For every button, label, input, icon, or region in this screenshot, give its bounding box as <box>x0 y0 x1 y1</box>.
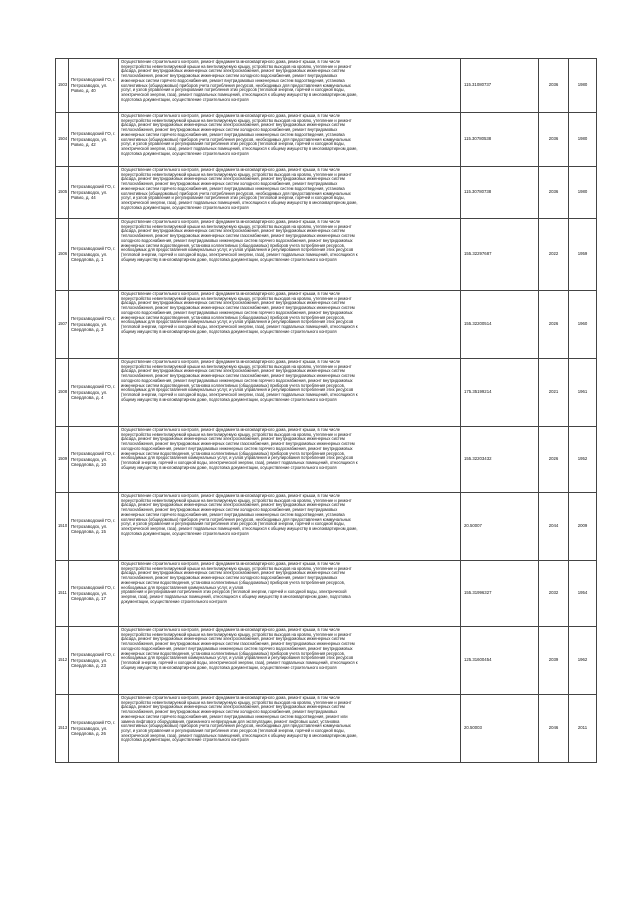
works-line: Осуществление строительного контроля, ремонт фундамента многоквартирного дома, ремонт крыши, в том числе <box>121 291 341 296</box>
works-list <box>119 113 461 167</box>
works-line: подготовка документации, осуществление строительного контроля <box>121 204 249 210</box>
works-line: инженерных систем горячего водоснабжения, ремонт внутридомовых инженерных систем водоотведения, установка <box>121 77 345 83</box>
house-address <box>69 113 119 167</box>
works-line: теплоснабжения, ремонт внутридомовых инженерных систем газоснабжения, ремонт внутридомовых инженерных систем <box>121 441 355 447</box>
house-code: 155.32297687 <box>461 219 539 291</box>
address-line: Петрозаводский ГО, г. <box>71 245 116 251</box>
works-line: инженерных систем водоотведения, установка коллективных (общедомовых) приборов учета потребления ресурсов, <box>121 450 345 456</box>
works-line: холодного водоснабжения, ремонт внутридомовых инженерных систем горячего водоснабжения, ремонт внутридомовых <box>121 645 353 651</box>
table-row <box>56 291 597 359</box>
works-line: фасада, ремонт внутридомовых инженерных систем электроснабжения, ремонт внутридомовых инженерных систем <box>121 68 345 74</box>
address-line: Петрозаводск, ул. <box>71 523 108 529</box>
house-address <box>69 59 119 113</box>
works-list <box>119 627 461 695</box>
address-line: Петрозаводский ГО, г. <box>71 450 116 456</box>
house-code: 175.35199214 <box>461 359 539 427</box>
row-number: 1513 <box>56 695 69 763</box>
works-line: Осуществление строительного контроля, ремонт фундамента многоквартирного дома, ремонт крыши, в том числе <box>121 167 341 172</box>
house-code: 155.32200514 <box>461 291 539 359</box>
row-number: 1507 <box>56 291 69 359</box>
built-year: 1961 <box>569 359 597 427</box>
works-line: (тепловой энергии, горячей и холодной воды, электрической энергии, газа), ремонт подвальных помещений, относящихся к <box>121 659 358 665</box>
planned-year: 2039 <box>539 627 569 695</box>
house-code: 20.50007 <box>461 493 539 561</box>
house-address <box>69 219 119 291</box>
works-list <box>119 291 461 359</box>
house-address <box>69 291 119 359</box>
house-code: 20.50003 <box>461 695 539 763</box>
house-code: 115.30780738 <box>461 167 539 219</box>
built-year: 1980 <box>569 167 597 219</box>
works-line: необходимых для предоставления коммунальных услуг, и узлов управления и регулирования потребления этих ресурсов <box>121 319 354 325</box>
works-line: Осуществление строительного контроля, ремонт фундамента многоквартирного дома, ремонт крыши, в том числе <box>121 695 341 700</box>
works-line: общему имуществу в многоквартирном доме, подготовка документации, осуществление строительного контроля <box>121 396 337 402</box>
table-row <box>56 695 597 763</box>
works-line: необходимых для предоставления коммунальных услуг, и узлов управления и регулирования потребления этих ресурсов <box>121 387 354 393</box>
works-line: теплоснабжения, ремонт внутридомовых инженерных систем газоснабжения, ремонт внутридомовых инженерных систем <box>121 373 355 379</box>
address-line: Петрозаводский ГО, г. <box>71 651 116 657</box>
address-line: Петрозаводский ГО, г. <box>71 719 116 725</box>
address-line: Петрозаводский ГО, г. <box>71 76 116 82</box>
works-line: (тепловой энергии, горячей и холодной воды, электрической энергии, газа), ремонт подвальных помещений, относящихся к <box>121 251 358 257</box>
address-line: Свердлова, д. 17 <box>71 596 106 602</box>
works-line: подготовка документации, осуществление строительного контроля <box>121 150 249 156</box>
address-line: Петрозаводский ГО, г. <box>71 130 116 136</box>
planned-year: 2046 <box>539 695 569 763</box>
works-line: переустройство невентилируемой крыши на вентилируемую крышу, устройство выходов на кровлю, утепление и ремонт <box>121 171 352 177</box>
address-line: Свердлова, д. 10 <box>71 462 106 468</box>
works-line: электрической энергии, газа), ремонт подвальных помещений, относящихся к общему имуществу в многоквартирном доме, <box>121 732 358 738</box>
address-line: Петрозаводск, ул. <box>71 136 108 142</box>
works-line: инженерных систем водоотведения, установка коллективных (общедомовых) приборов учета потребления ресурсов, <box>121 242 345 248</box>
planned-year: 2036 <box>539 167 569 219</box>
works-line: (тепловой энергии, горячей и холодной воды, электрической энергии, газа), ремонт подвальных помещений, относящихся к <box>121 459 358 465</box>
works-line: документации, осуществление строительного контроля <box>121 598 227 604</box>
works-line: переустройство невентилируемой крыши на вентилируемую крышу, устройство выходов на кровлю, утепление и ремонт <box>121 117 352 123</box>
works-line: фасада, ремонт внутридомовых инженерных систем электроснабжения, ремонт внутридомовых инженерных систем <box>121 300 345 306</box>
works-list <box>119 493 461 561</box>
works-line: услуг, и узлов управления и регулирования потребления этих ресурсов (тепловой энергии, горячей и холодной воды, <box>121 87 345 93</box>
row-number: 1506 <box>56 219 69 291</box>
planned-year: 2022 <box>539 219 569 291</box>
house-code: 125.31600454 <box>461 627 539 695</box>
works-line: электрической энергии, газа), ремонт подвальных помещений, относящихся к общему имуществу в многоквартирном доме, <box>121 91 358 97</box>
address-line: Петрозаводский ГО, г. <box>71 183 116 189</box>
works-line: услуг, и узлов управления и регулирования потребления этих ресурсов (тепловой энергии, горячей и холодной воды, <box>121 521 345 527</box>
works-line: энергии, газа), ремонт подвальных помещений, относящихся к общему имуществу в многоквартирном доме, подготовка <box>121 593 351 599</box>
house-code: 115.30780538 <box>461 113 539 167</box>
address-line: Ровио, д. 40 <box>71 88 96 94</box>
works-line: общему имуществу в многоквартирном доме, подготовка документации, осуществление строительного контроля <box>121 464 337 470</box>
works-line: необходимых для предоставления коммунальных услуг, и узлов управления и регулирования потребления этих ресурсов <box>121 247 354 253</box>
planned-year: 2044 <box>539 493 569 561</box>
works-line: инженерных систем горячего водоснабжения, ремонт внутридомовых инженерных систем водоотведения, установка <box>121 185 345 191</box>
works-line: инженерных систем водоотведения, установка коллективных (общедомовых) приборов учета потребления ресурсов, <box>121 650 345 656</box>
table-body <box>56 59 597 763</box>
table-row <box>56 427 597 493</box>
works-line: Осуществление строительного контроля, ремонт фундамента многоквартирного дома, ремонт крыши, в том числе <box>121 359 341 364</box>
works-list <box>119 561 461 627</box>
houses-table <box>55 58 597 763</box>
planned-year: 2026 <box>539 427 569 493</box>
works-line: переустройство невентилируемой крыши на вентилируемую крышу, устройство выходов на кровлю, утепление и ремонт <box>121 699 352 705</box>
house-address <box>69 359 119 427</box>
works-line: теплоснабжения, ремонт внутридомовых инженерных систем холодного водоснабжения, ремонт внутридомовых <box>121 73 338 79</box>
works-line: общему имуществу в многоквартирном доме, подготовка документации, осуществление строительного контроля <box>121 256 337 262</box>
address-line: Петрозаводск, ул. <box>71 456 108 462</box>
works-line: фасада, ремонт внутридомовых инженерных систем электроснабжения, ремонт внутридомовых инженерных систем <box>121 122 345 128</box>
planned-year: 2026 <box>539 291 569 359</box>
works-line: переустройство невентилируемой крыши на вентилируемую крышу, устройство выходов на кровлю, утепление и ремонт <box>121 631 352 637</box>
address-line: Свердлова, д. 4 <box>71 395 104 401</box>
works-line: Осуществление строительного контроля, ремонт фундамента многоквартирного дома, ремонт крыши, в том числе <box>121 561 341 566</box>
house-address <box>69 167 119 219</box>
works-line: фасада, ремонт внутридомовых инженерных систем электроснабжения, ремонт внутридомовых инженерных систем <box>121 368 345 374</box>
works-line: коллективных (общедомовых) приборов учета потребления ресурсов, необходимых для предоставления коммунальных <box>121 516 351 522</box>
works-line: фасада, ремонт внутридомовых инженерных систем электроснабжения, ремонт внутридомовых инженерных систем <box>121 436 345 442</box>
works-line: инженерных систем горячего водоснабжения, ремонт внутридомовых инженерных систем водоотведения, ремонт или <box>121 713 348 719</box>
works-line: Осуществление строительного контроля, ремонт фундамента многоквартирного дома, ремонт крыши, в том числе <box>121 427 341 432</box>
address-line: Свердлова, д. 26 <box>71 731 106 737</box>
built-year: 1959 <box>569 219 597 291</box>
address-line: Петрозаводский ГО, г. <box>71 584 116 590</box>
table-row <box>56 59 597 113</box>
house-code: 155.31996327 <box>461 561 539 627</box>
works-line: фасада, ремонт внутридомовых инженерных систем электроснабжения, ремонт внутридомовых инженерных систем <box>121 570 345 576</box>
planned-year: 2036 <box>539 59 569 113</box>
works-line: Осуществление строительного контроля, ремонт фундамента многоквартирного дома, ремонт крыши, в том числе <box>121 493 341 498</box>
works-line: холодного водоснабжения, ремонт внутридомовых инженерных систем горячего водоснабжения, ремонт внутридомовых <box>121 237 353 243</box>
built-year: 1952 <box>569 427 597 493</box>
works-line: Осуществление строительного контроля, ремонт фундамента многоквартирного дома, ремонт крыши, в том числе <box>121 219 341 224</box>
works-line: теплоснабжения, ремонт внутридомовых инженерных систем газоснабжения, ремонт внутридомовых инженерных систем <box>121 233 355 239</box>
table-row <box>56 493 597 561</box>
planned-year: 2021 <box>539 359 569 427</box>
table-row <box>56 219 597 291</box>
works-line: теплоснабжения, ремонт внутридомовых инженерных систем холодного водоснабжения, ремонт внутридомовых <box>121 507 338 513</box>
works-line: теплоснабжения, ремонт внутридомовых инженерных систем газоснабжения, ремонт внутридомовых инженерных систем <box>121 641 355 647</box>
built-year: 1962 <box>569 627 597 695</box>
row-number: 1504 <box>56 113 69 167</box>
works-line: общему имуществу в многоквартирном доме, подготовка документации, осуществление строительного контроля <box>121 328 337 334</box>
works-line: подготовка документации, осуществление строительного контроля <box>121 96 249 102</box>
works-line: фасада, ремонт внутридомовых инженерных систем электроснабжения, ремонт внутридомовых инженерных систем <box>121 176 345 182</box>
row-number: 1505 <box>56 167 69 219</box>
works-list <box>119 219 461 291</box>
address-line: Петрозаводск, ул. <box>71 321 108 327</box>
address-line: Петрозаводск, ул. <box>71 590 108 596</box>
built-year: 2009 <box>569 493 597 561</box>
row-number: 1511 <box>56 561 69 627</box>
works-list <box>119 59 461 113</box>
works-line: переустройство невентилируемой крыши на вентилируемую крышу, устройство выходов на кровлю, утепление и ремонт <box>121 565 352 571</box>
address-line: Петрозаводск, ул. <box>71 725 108 731</box>
works-line: коллективных (общедомовых) приборов учета потребления ресурсов, необходимых для предоставления коммунальных <box>121 82 351 88</box>
regional-program-table <box>55 58 596 763</box>
works-line: Осуществление строительного контроля, ремонт фундамента многоквартирного дома, ремонт крыши, в том числе <box>121 59 341 64</box>
table-row <box>56 359 597 427</box>
works-line: подготовка документации, осуществление строительного контроля <box>121 737 249 743</box>
row-number: 1512 <box>56 627 69 695</box>
row-number: 1510 <box>56 493 69 561</box>
house-address <box>69 627 119 695</box>
works-list <box>119 167 461 219</box>
works-line: холодного водоснабжения, ремонт внутридомовых инженерных систем горячего водоснабжения, ремонт внутридомовых <box>121 377 353 383</box>
works-line: инженерных систем водоотведения, установка коллективных (общедомовых) приборов учета потребления ресурсов, <box>121 579 345 585</box>
works-line: Осуществление строительного контроля, ремонт фундамента многоквартирного дома, ремонт крыши, в том числе <box>121 113 341 118</box>
works-line: электрической энергии, газа), ремонт подвальных помещений, относящихся к общему имуществу в многоквартирном доме, <box>121 145 358 151</box>
table-row <box>56 627 597 695</box>
works-line: инженерных систем водоотведения, установка коллективных (общедомовых) приборов учета потребления ресурсов, <box>121 382 345 388</box>
built-year: 1980 <box>569 59 597 113</box>
works-line: инженерных систем горячего водоснабжения, ремонт внутридомовых инженерных систем водоотведения, установка <box>121 131 345 137</box>
address-line: Свердлова, д. 15 <box>71 529 106 535</box>
works-line: переустройство невентилируемой крыши на вентилируемую крышу, устройство выходов на кровлю, утепление и ремонт <box>121 497 352 503</box>
row-number: 1508 <box>56 359 69 427</box>
address-line: Петрозаводск, ул. <box>71 389 108 395</box>
works-line: электрической энергии, газа), ремонт подвальных помещений, относящихся к общему имуществу в многоквартирном доме, <box>121 525 358 531</box>
works-line: коллективных (общедомовых) приборов учета потребления ресурсов, необходимых для предоставления коммунальных <box>121 190 351 196</box>
address-line: Петрозаводск, ул. <box>71 189 108 195</box>
works-line: теплоснабжения, ремонт внутридомовых инженерных систем холодного водоснабжения, ремонт внутридомовых <box>121 127 338 133</box>
works-line: Осуществление строительного контроля, ремонт фундамента многоквартирного дома, ремонт крыши, в том числе <box>121 627 341 632</box>
works-line: теплоснабжения, ремонт внутридомовых инженерных систем холодного водоснабжения, ремонт внутридомовых <box>121 709 338 715</box>
planned-year: 2032 <box>539 561 569 627</box>
works-line: переустройство невентилируемой крыши на вентилируемую крышу, устройство выходов на кровлю, утепление и ремонт <box>121 63 352 69</box>
address-line: Петрозаводский ГО, г. <box>71 517 116 523</box>
built-year: 1980 <box>569 113 597 167</box>
row-number: 1503 <box>56 59 69 113</box>
house-address <box>69 695 119 763</box>
address-line: Свердлова, д. 1 <box>71 257 104 263</box>
address-line: Петрозаводский ГО, г. <box>71 315 116 321</box>
works-line: теплоснабжения, ремонт внутридомовых инженерных систем газоснабжения, ремонт внутридомовых инженерных систем <box>121 305 355 311</box>
house-code: 115.31080737 <box>461 59 539 113</box>
works-line: (тепловой энергии, горячей и холодной воды, электрической энергии, газа), ремонт подвальных помещений, относящихся к <box>121 391 358 397</box>
table-row <box>56 167 597 219</box>
address-line: Петрозаводский ГО, г. <box>71 383 116 389</box>
works-line: общему имуществу в многоквартирном доме, подготовка документации, осуществление строительного контроля <box>121 664 337 670</box>
address-line: Ровио, д. 44 <box>71 195 96 201</box>
address-line: Петрозаводск, ул. <box>71 657 108 663</box>
works-line: фасада, ремонт внутридомовых инженерных систем электроснабжения, ремонт внутридомовых инженерных систем <box>121 502 345 508</box>
built-year: 1954 <box>569 561 597 627</box>
built-year: 2011 <box>569 695 597 763</box>
address-line: Петрозаводск, ул. <box>71 251 108 257</box>
works-line: услуг, и узлов управления и регулирования потребления этих ресурсов (тепловой энергии, горячей и холодной воды, <box>121 727 345 733</box>
works-line: холодного водоснабжения, ремонт внутридомовых инженерных систем горячего водоснабжения, ремонт внутридомовых <box>121 309 353 315</box>
works-list <box>119 427 461 493</box>
works-line: переустройство невентилируемой крыши на вентилируемую крышу, устройство выходов на кровлю, утепление и ремонт <box>121 295 352 301</box>
works-line: переустройство невентилируемой крыши на вентилируемую крышу, устройство выходов на кровлю, утепление и ремонт <box>121 223 352 229</box>
works-line: электрической энергии, газа), ремонт подвальных помещений, относящихся к общему имуществу в многоквартирном доме, <box>121 199 358 205</box>
planned-year: 2036 <box>539 113 569 167</box>
works-line: необходимых для предоставления коммунальных услуг, и узлов управления и регулирования потребления этих ресурсов <box>121 455 354 461</box>
works-line: коллективных (общедомовых) приборов учета потребления ресурсов, необходимых для предоставления коммунальных <box>121 723 351 729</box>
works-line: замена лифтового оборудования, признанного непригодным для эксплуатации, ремонт лифтовых шахт, установка <box>121 718 340 724</box>
address-line: Ровио, д. 42 <box>71 142 96 148</box>
works-line: фасада, ремонт внутридомовых инженерных систем электроснабжения, ремонт внутридомовых инженерных систем <box>121 228 345 234</box>
works-line: (тепловой энергии, горячей и холодной воды, электрической энергии, газа), ремонт подвальных помещений, относящихся к <box>121 323 358 329</box>
address-line: Свердлова, д. 3 <box>71 327 104 333</box>
address-line: Петрозаводск, ул. <box>71 82 108 88</box>
works-line: коллективных (общедомовых) приборов учета потребления ресурсов, необходимых для предоставления коммунальных <box>121 136 351 142</box>
house-address <box>69 493 119 561</box>
works-line: инженерных систем водоотведения, установка коллективных (общедомовых) приборов учета потребления ресурсов, <box>121 314 345 320</box>
house-code: 155.32203432 <box>461 427 539 493</box>
works-line: фасада, ремонт внутридомовых инженерных систем электроснабжения, ремонт внутридомовых инженерных систем <box>121 636 345 642</box>
works-line: теплоснабжения, ремонт внутридомовых инженерных систем холодного водоснабжения, ремонт внутридомовых <box>121 181 338 187</box>
table-row <box>56 561 597 627</box>
house-address <box>69 561 119 627</box>
built-year: 1960 <box>569 291 597 359</box>
works-line: теплоснабжения, ремонт внутридомовых инженерных систем холодного водоснабжения, ремонт внутридомовых <box>121 575 338 581</box>
works-list <box>119 695 461 763</box>
row-number: 1509 <box>56 427 69 493</box>
works-line: необходимых для предоставления коммунальных услуг, и узлов <box>121 584 244 590</box>
works-line: холодного водоснабжения, ремонт внутридомовых инженерных систем горячего водоснабжения, ремонт внутридомовых <box>121 445 353 451</box>
works-line: необходимых для предоставления коммунальных услуг, и узлов управления и регулирования потребления этих ресурсов <box>121 655 354 661</box>
works-line: фасада, ремонт внутридомовых инженерных систем электроснабжения, ремонт внутридомовых инженерных систем <box>121 704 345 710</box>
works-line: услуг, и узлов управления и регулирования потребления этих ресурсов (тепловой энергии, горячей и холодной воды, <box>121 195 345 201</box>
works-line: инженерных систем горячего водоснабжения, ремонт внутридомовых инженерных систем водоотведения, установка <box>121 511 345 517</box>
table-row <box>56 113 597 167</box>
works-line: переустройство невентилируемой крыши на вентилируемую крышу, устройство выходов на кровлю, утепление и ремонт <box>121 431 352 437</box>
address-line: Свердлова, д. 23 <box>71 663 106 669</box>
works-line: управления и регулирования потребления этих ресурсов (тепловой энергии, горячей и холодной воды, электрической <box>121 589 347 595</box>
works-line: подготовка документации, осуществление строительного контроля <box>121 530 249 536</box>
works-line: услуг, и узлов управления и регулирования потребления этих ресурсов (тепловой энергии, горячей и холодной воды, <box>121 141 345 147</box>
works-list <box>119 359 461 427</box>
house-address <box>69 427 119 493</box>
works-line: переустройство невентилируемой крыши на вентилируемую крышу, устройство выходов на кровлю, утепление и ремонт <box>121 363 352 369</box>
